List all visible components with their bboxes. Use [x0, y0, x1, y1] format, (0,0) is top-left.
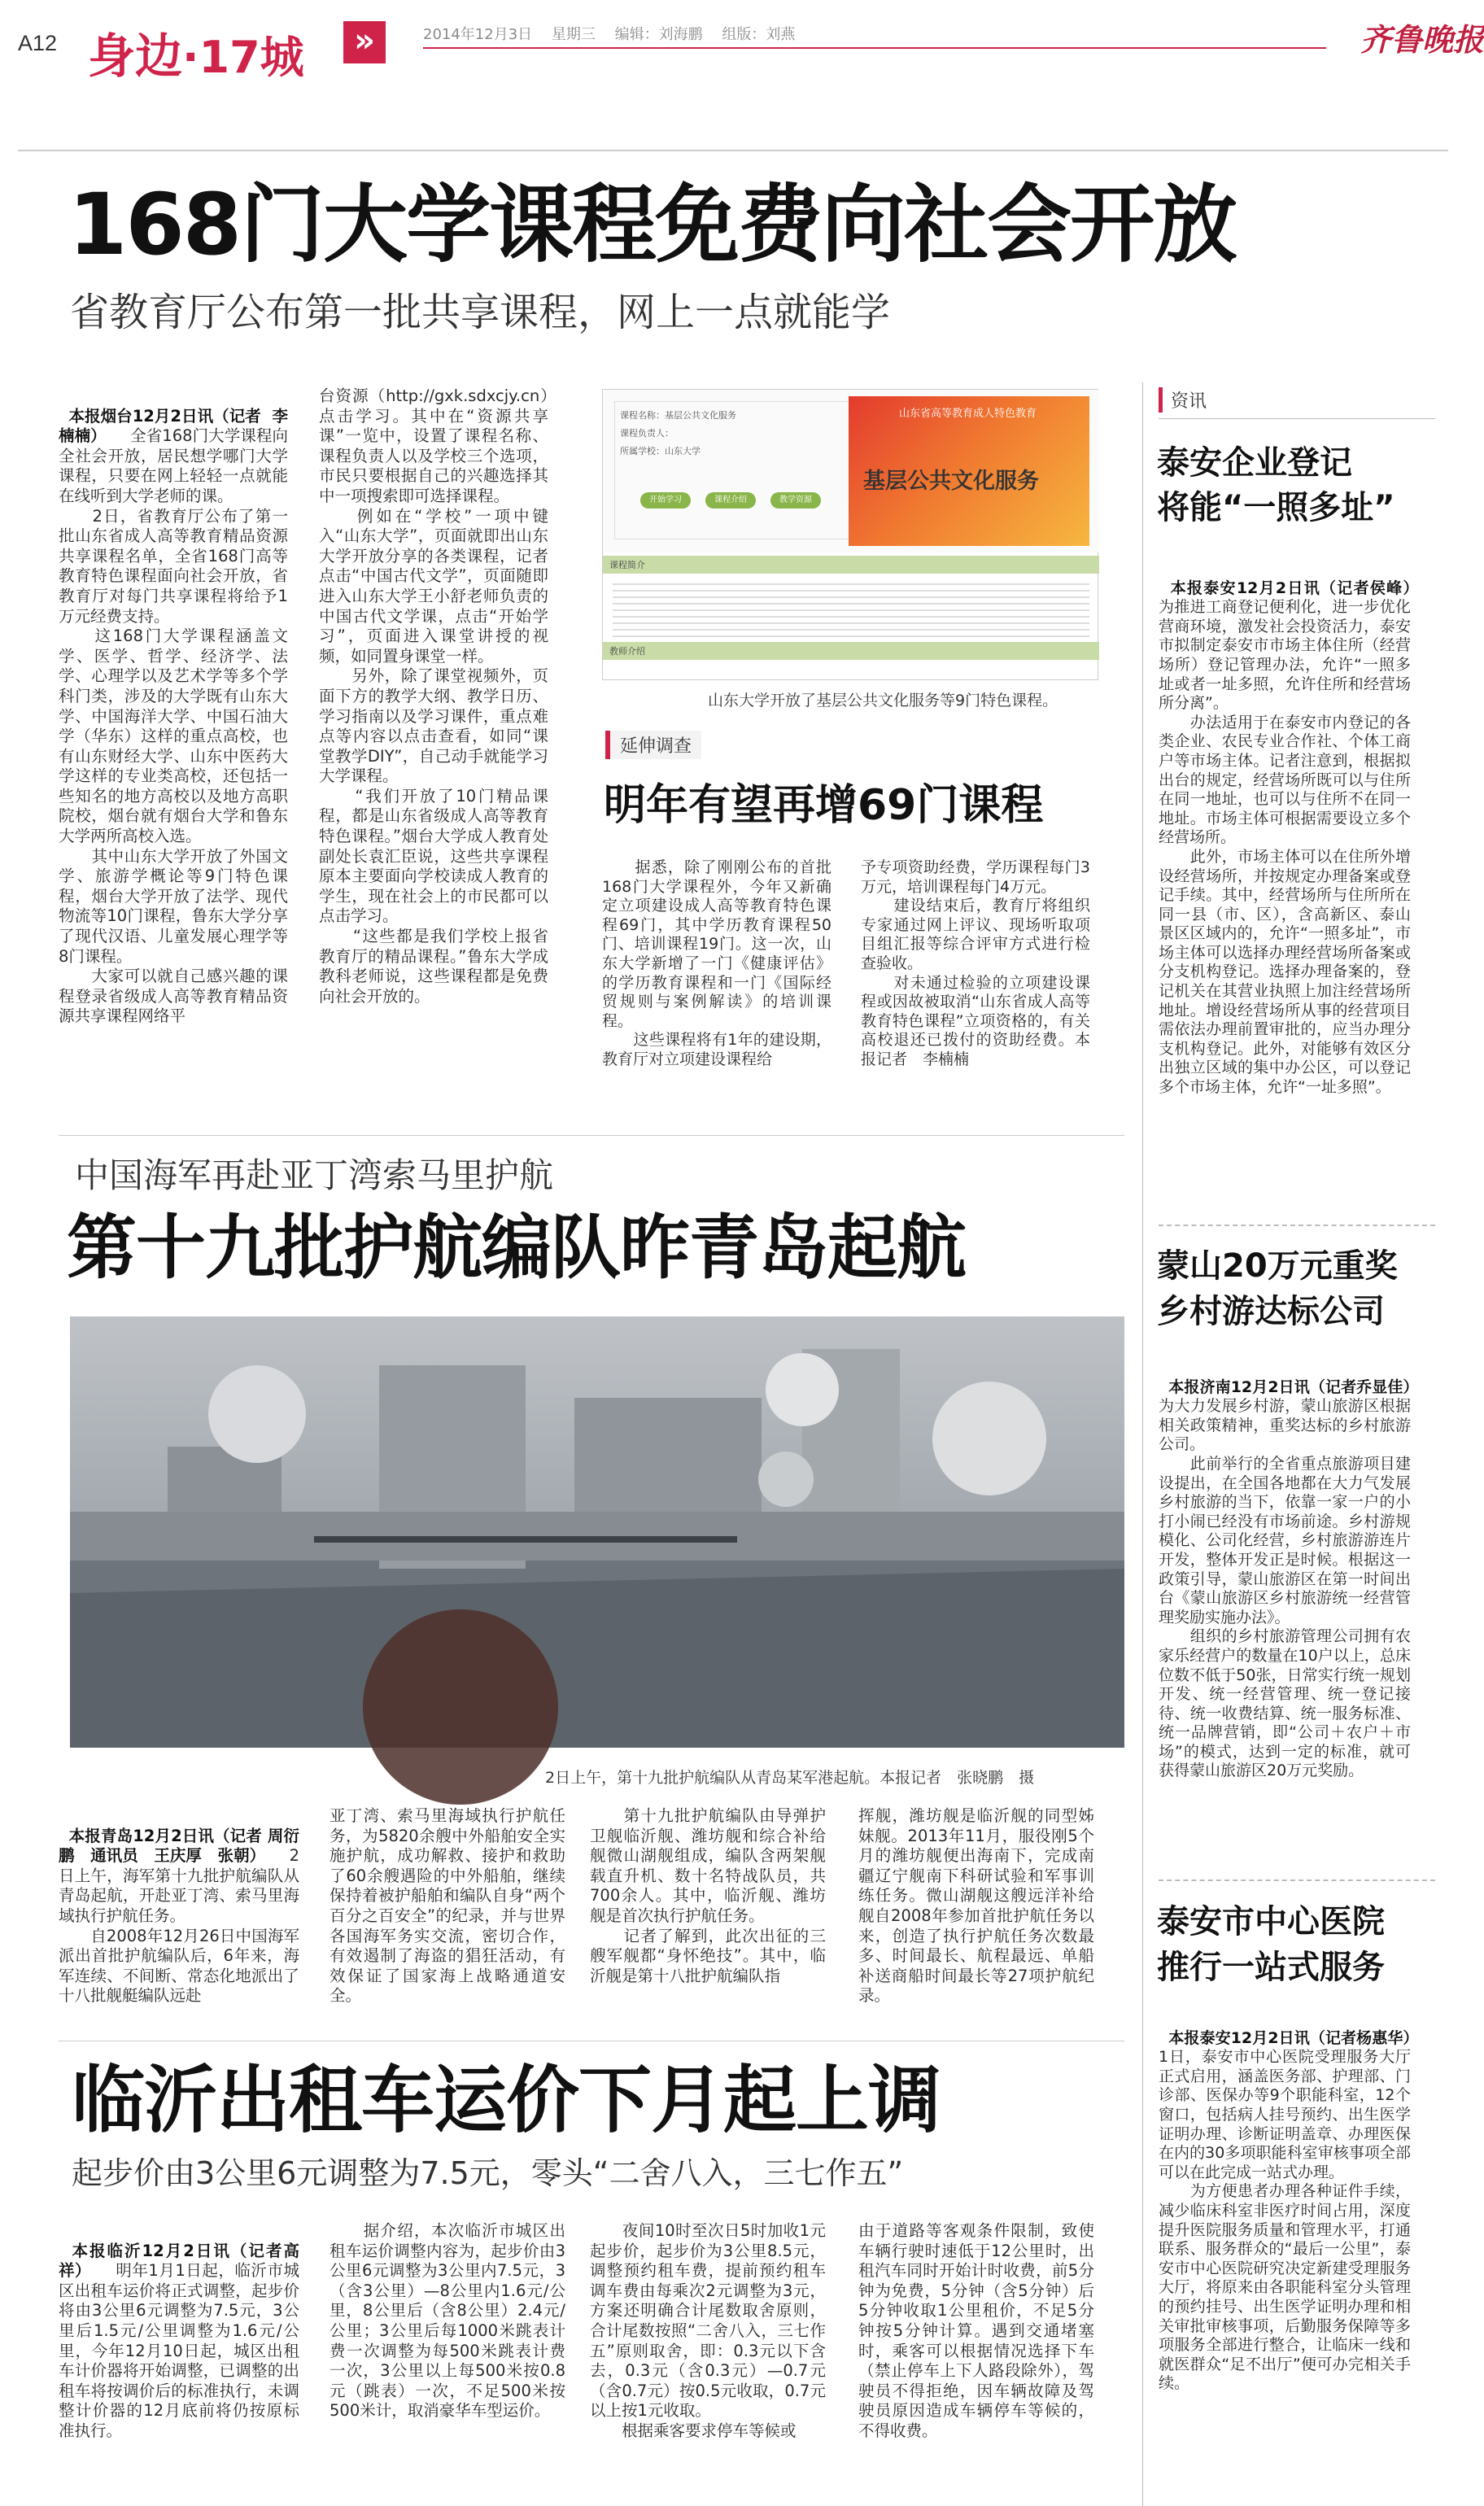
- intro-label: 课程简介: [609, 560, 645, 570]
- section-sub: ·17城: [182, 32, 304, 83]
- navy-kicker: 中国海军再赴亚丁湾索马里护航: [75, 1155, 554, 1195]
- course-leader-line: 课程负责人：: [620, 428, 674, 439]
- follow-column-2: 予专项资助经费，学历课程每门3万元，培训课程每门4万元。 建设结束后，教育厅将组织专家通过网上评议、现场听取项目组汇报等综合评审方式进行检查验收。 对未通过检验的立项建设课程或因故被取消“山东省成人高等教育特色课程”立项资格的，有关高校退还已拨付的资助经费。本报记者 李楠楠: [861, 858, 1090, 1068]
- masthead-info: [423, 23, 795, 44]
- navy-column-2: 亚丁湾、索马里海域执行护航任务，为5820余艘中外船舶安全实施护航，成功解救、接护和救助了60余艘遇险的中外船舶，继续保持着被护船舶和编队自身“两个百分之百安全”的纪录，并与世界各国海军务实交流，密切合作，有效遏制了海盗的猖狂活动，有效保证了国家海上战略通道安全。: [330, 1806, 565, 2006]
- editor-credit: 编辑：刘海鹏: [614, 26, 703, 43]
- banner-title: 基层公共文化服务: [863, 469, 1039, 494]
- screenshot-caption: 山东大学开放了基层公共文化服务等9门特色课程。: [708, 692, 1058, 709]
- lead-column-2: 台资源（http://gxk.sdxcjy.cn）点击学习。其中在“资源共享课”一览中，设置了课程名称、课程负责人以及学校三个选项，市民只要根据自己的兴趣选择其中一项搜索即可选择课程。 例如在“学校”一项中键入“山东大学”，页面就即出山东大学开放分享的各类课程，记者点击“中国古代文学”，页面随即进入山东大学王小舒老师负责的中国古代文学课，点击“开始学习”，页面进入课堂讲授的视频，如同置身课堂一样。 另外，除了课堂视频外，页面下方的教学大纲、教学日历、学习指南以及学习课件，重点难点等内容以点击查看，如同“课堂教学DIY”，自己动手就能学习大学课程。 “我们开放了10门精品课程，都是山东省级成人高等教育特色课程。”烟台大学成人教育处副处长袁汇臣说，这些共享课程原本主要面向学校读成人教育的学生，现在社会上的市民都可以点击学习。 “这些都是我们学校上报省教育厅的精品课程。”鲁东大学成教科老师说，这些课程都是免费向社会开放的。: [319, 386, 548, 1006]
- teacher-strip: [603, 642, 1099, 660]
- navy-headline: 第十九批护航编队昨青岛起航: [67, 1207, 966, 1289]
- navy-photo: [70, 1316, 1124, 1748]
- taxi-column-4: 由于道路等客观条件限制，致使车辆行驶时速低于12公里时，出租汽车同时开始计时收费，前5分钟为免费，5分钟（含5分钟）后5分钟收取1公里租价，不足5分钟按5分钟计算。遇到交通堵塞时，乘客可以根据情况选择下车（禁止停车上下人路段除外），驾驶员不得拒绝，因车辆故障及驾驶员原因造成车辆停车等候的，不得收费。: [858, 2221, 1094, 2440]
- navy-column-1: [59, 1806, 299, 2026]
- taxi-subheadline: 起步价由3公里6元调整为7.5元，零头“二舍八入，三七作五”: [72, 2155, 904, 2191]
- course-name-line: 课程名称：基层公共文化服务: [620, 410, 736, 421]
- brief3-text: 1日，泰安市中心医院受理服务大厅正式启用，涵盖医务部、护理部、门诊部、医保办等9个职能科室，12个窗口，包括病人挂号预约、出生医学证明办理、诊断证明盖章、办理医保在内的30多项职能科室审核事项全部可以在此完成一站式办理。 为方便患者办理各种证件手续，减少临床科室非医疗时间占用，深度提升医院服务质量和管理水平，打通联系、服务群众的“最后一公里”，泰安市中心医院研究决定新建受理服务大厅，将原来由各职能科室分头管理的预约挂号、出生医学证明办理和相关审批审核事项，后勤服务保障等多项服务全部进行整合，让临床一线和就医群众“足不出厅”便可办完相关手续。: [1159, 2048, 1411, 2393]
- navy-top-rule: [59, 1135, 1124, 1136]
- page-number: A12: [18, 31, 58, 55]
- intro-text-lines: [613, 578, 1089, 637]
- issue-weekday: 星期三: [551, 26, 596, 43]
- follow-tag: 延伸调查: [605, 731, 701, 759]
- taxi-column-2: 据介绍，本次临沂市城区出租车运价调整内容为，起步价由3公里6元调整为3公里内7.5元，3（含3公里）—8公里内1.6元/公里，8公里后（含8公里）2.4元/公里；3公里后每1000米跳表计费一次调整为每500米跳表计费一次，3公里以上每500米按0.8元（跳表）一次，不足500米按500米计，取消豪华车型运价。: [330, 2221, 565, 2421]
- masthead-rule: [18, 150, 1448, 151]
- site-info-box: [614, 401, 858, 539]
- rail-divider: [1142, 382, 1143, 2506]
- resource-button: 教学资源: [770, 492, 821, 509]
- brief3-byline: 本报泰安12月2日讯（记者杨惠华）: [1168, 2028, 1411, 2047]
- newspaper-logo: 齐鲁晚报: [1360, 21, 1484, 58]
- lead-byline: 本报烟台12月2日讯（记者 李楠楠）: [59, 406, 288, 446]
- site-banner: [849, 396, 1089, 546]
- start-button: 开始学习: [640, 492, 691, 509]
- lead-body-1: 全省168门大学课程向全社会开放，居民想学哪门大学课程，只要在网上轻轻一点就能在线听到大学老师的课。 2日，省教育厅公布了第一批山东省成人高等教育精品资源共享课程名单，全省168门高等教育特色课程面向社会开放，省教育厅对每门共享课程将给予1万元经费支持。 这168门大学课程涵盖文学、医学、哲学、经济学、法学、心理学以及艺术学等多个学科门类，涉及的大学既有山东大学、中国海洋大学、中国石油大学（华东）这样的重点高校，也有山东财经大学、山东中医药大学这样的专业类高校，还包括一些知名的地方高校以及地方高职院校，烟台就有烟台大学和鲁东大学两所高校入选。 其中山东大学开放了外国文学、旅游学概论等9门特色课程，烟台大学开放了法学、现代物流等10门课程，鲁东大学分享了现代汉语、儿童发展心理学等8门课程。 大家可以就自己感兴趣的课程登录省级成人高等教育精品资源共享课程网络平: [59, 426, 288, 1026]
- course-school-line: 所属学校：山东大学: [620, 446, 701, 456]
- brief-divider-1: [1159, 1225, 1435, 1226]
- banner-header: 山东省高等教育成人特色教育: [899, 408, 1037, 420]
- chevron-icon: »: [343, 21, 386, 63]
- brief2-text: 为大力发展乡村游，蒙山旅游区根据相关政策精神，重奖达标的乡村旅游公司。 此前举行的全省重点旅游项目建设提出，在全国各地都在大力气发展乡村旅游的当下，依靠一家一户的小打小闹已经没有市场前途。乡村游规模化、公司化经营，乡村旅游游连片开发，整体开发正是时候。根据这一政策引导，蒙山旅游区在第一时间出台《蒙山旅游区乡村旅游统一经营管理奖励实施办法》。 组织的乡村旅游管理公司拥有农家乐经营户的数量在10户以上，总床位数不低于50张，日常实行统一规划开发、统一经营管理、统一登记接待、统一收费结算、统一服务标准、统一品牌营销，即“公司＋农户＋市场”的模式，达到一定的标准，就可获得蒙山旅游区20万元奖励。: [1159, 1397, 1411, 1780]
- section-title: [88, 18, 304, 86]
- brief1-text: 为推进工商登记便利化，进一步优化营商环境，激发社会投资活力，泰安市拟制定泰安市市场主体住所（经营场所）登记管理办法，允许“一照多址或者一址多照，允许住所和经营场所分离”。 办法适用于在泰安市内登记的各类企业、农民专业合作社、个体工商户等市场主体。记者注意到，根据拟出台的规定，经营场所既可以与住所在同一地址，也可以与住所不在同一地址。市场主体可根据需要设立多个经营场所。 此外，市场主体可以在住所外增设经营场所，并按规定办理备案或登记手续。其中，经营场所与住所所在同一县（市、区），含高新区、泰山景区区域内的，允许“一照多址”，市场主体可以选择办理经营场所备案或分支机构登记。选择办理备案的，登记机关在其营业执照上加注经营场所地址。增设经营场所从事的经营项目需依法办理前置审批的，应当办理分支机构登记。此外，对能够有效区分出独立区域的集中办公区，可以登记多个市场主体，允许“一址多照”。: [1159, 598, 1411, 1097]
- brief1-title-1: 泰安企业登记: [1157, 444, 1352, 482]
- follow-headline: 明年有望再增69门课程: [604, 781, 1044, 830]
- navy-column-3: 第十九批护航编队由导弹护卫舰临沂舰、潍坊舰和综合补给舰微山湖舰组成，编队含两架舰载直升机、数十名特战队员，共700余人。其中，临沂舰、潍坊舰是首次执行护航任务。 记者了解到，此次出征的三艘军舰都“身怀绝技”。其中，临沂舰是第十八批护航编队指: [590, 1806, 826, 1985]
- brief1-body: [1159, 560, 1411, 1211]
- lead-column-1: [59, 386, 288, 1119]
- course-site-screenshot: [602, 389, 1098, 680]
- warship-illustration: [70, 1316, 1124, 1748]
- navy-photo-caption: 2日上午，第十九批护航编队从青岛某军港起航。本报记者 张晓鹏 摄: [545, 1769, 1035, 1787]
- divider: [423, 47, 1326, 49]
- teacher-label: 教师介绍: [609, 646, 645, 657]
- lead-headline: 168门大学课程免费向社会开放: [68, 175, 1237, 274]
- masthead: [0, 0, 1484, 91]
- issue-date: 2014年12月3日: [423, 26, 533, 43]
- brief2-byline: 本报济南12月2日讯（记者乔显佳）: [1168, 1377, 1411, 1396]
- taxi-column-1: [59, 2221, 299, 2465]
- brief3-title-1: 泰安市中心医院: [1157, 1903, 1385, 1941]
- brief1-byline: 本报泰安12月2日讯（记者侯峰）: [1170, 578, 1411, 597]
- brief3-title-2: 推行一站式服务: [1157, 1949, 1385, 1986]
- news-rule: [1159, 418, 1435, 419]
- section-name: 身边: [88, 28, 183, 84]
- lead-subheadline: 省教育厅公布第一批共享课程，网上一点就能学: [70, 290, 891, 335]
- taxi-headline: 临沂出租车运价下月起上调: [72, 2058, 941, 2143]
- taxi-byline: 本报临沂12月2日讯（记者高祥）: [59, 2241, 299, 2281]
- navy-column-4: 挥舰，潍坊舰是临沂舰的同型姊妹舰。2013年11月，服役刚5个月的潍坊舰便出海南下，完成南疆辽宁舰南下科研试验和军事训练任务。微山湖舰这艘远洋补给舰自2008年参加首批护航任务以来，创造了执行护航任务次数最多、时间最长、航程最远、单船补送商船时间最长等27项护航纪录。: [858, 1806, 1094, 2006]
- intro-strip: [603, 556, 1099, 574]
- navy-body-1: 2日上午，海军第十九批护航编队从青岛起航，开赴亚丁湾、索马里海域执行护航任务。 自2008年12月26日中国海军派出首批护航编队后，6年来，海军连续、不间断、常态化地派出了十八批舰艇编队远赴: [59, 1846, 299, 2006]
- follow-column-1: 据悉，除了刚刚公布的首批168门大学课程外，今年又新确定立项建设成人高等教育特色课程69门，其中学历教育课程50门、培训课程19门。这一次，山东大学新增了一门《健康评估》的学历教育课程和一门《国际经贸规则与案例解读》的培训课程。 这些课程将有1年的建设期，教育厅对立项建设课程给: [602, 858, 831, 1068]
- brief2-body: [1159, 1359, 1411, 1871]
- brief2-title-2: 乡村游达标公司: [1157, 1293, 1385, 1330]
- taxi-column-3: 夜间10时至次日5时加收1元起步价，起步价为3公里8.5元，调整预约租车费，提前预约租车调车费由每乘次2元调整为3元，方案还明确合计尾数取舍原则，合计尾数按照“二舍八入，三七作五”原则取舍，即：0.3元以下含去，0.3元（含0.3元）—0.7元（含0.7元）按0.5元收取，0.7元以上按1元收取。 根据乘客要求停车等候或: [590, 2221, 826, 2440]
- taxi-body-1: 明年1月1日起，临沂市城区出租车运价将正式调整，起步价将由3公里6元调整为7.5元，3公里后1.5元/公里调整为1.6元/公里，今年12月10日起，城区出租车计价器将开始调整，已调整的出租车将按调价后的标准执行，未调整计价器的12月底前将仍按原标准执行。: [59, 2261, 299, 2440]
- news-tag: 资讯: [1159, 387, 1207, 413]
- navy-byline: 本报青岛12月2日讯（记者 周衍鹏 通讯员 王庆厚 张朝）: [59, 1826, 299, 1866]
- brief1-title-2: 将能“一照多址”: [1157, 489, 1395, 526]
- intro-button: 课程介绍: [705, 492, 756, 509]
- brief3-body: [1159, 2010, 1411, 2473]
- brief-divider-2: [1159, 1880, 1435, 1881]
- brief2-title-1: 蒙山20万元重奖: [1157, 1247, 1398, 1285]
- layout-credit: 组版：刘燕: [722, 26, 796, 43]
